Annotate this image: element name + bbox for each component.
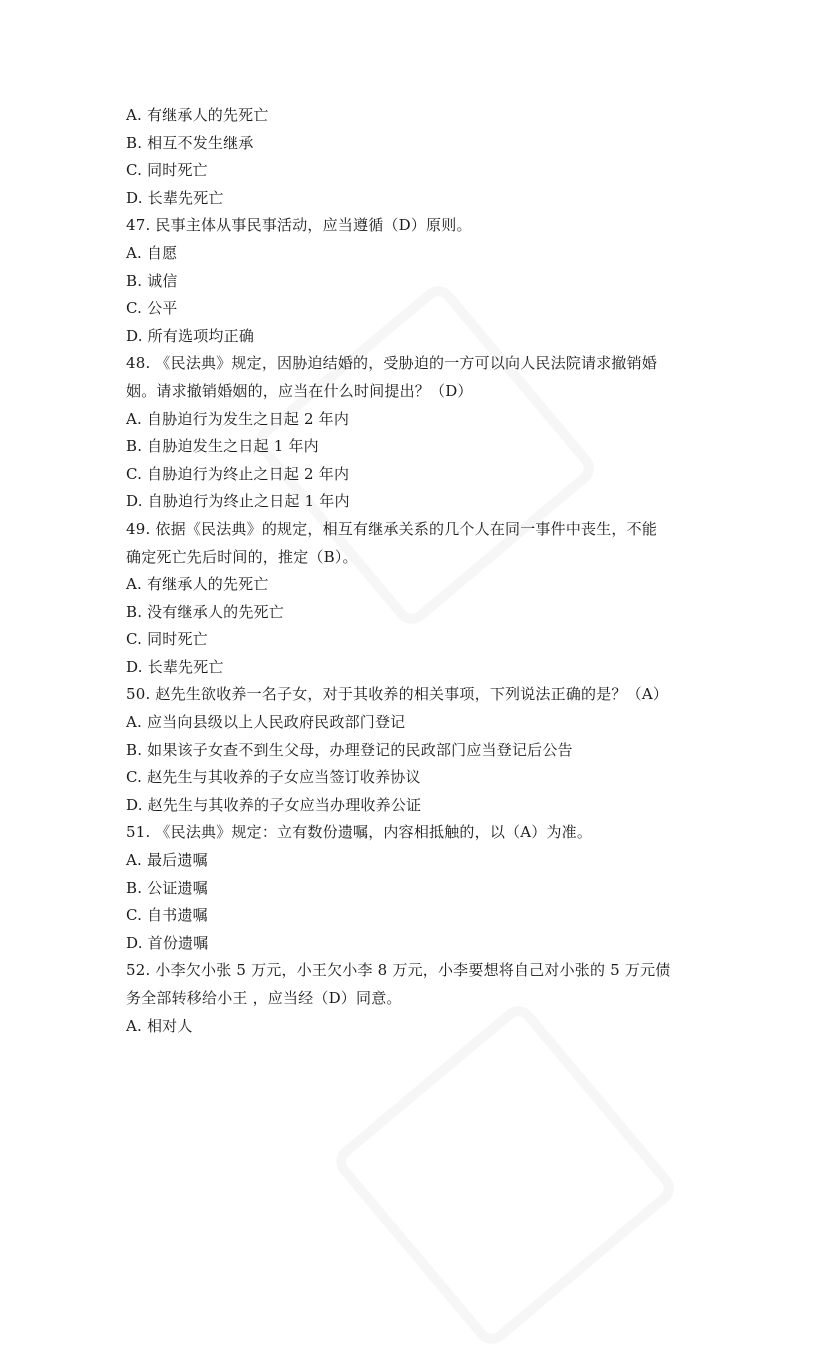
document-body <box>126 102 716 1040</box>
option-line: D. 长辈先死亡 <box>126 657 224 676</box>
option-line: A. 有继承人的先死亡 <box>126 575 269 594</box>
option-line: A. 自胁迫行为发生之日起 2 年内 <box>126 409 350 428</box>
option-line: C. 赵先生与其收养的子女应当签订收养协议 <box>126 768 421 787</box>
option-line: A. 最后遗嘱 <box>126 851 208 870</box>
option-line: B. 自胁迫发生之日起 1 年内 <box>126 437 319 456</box>
option-line: D. 赵先生与其收养的子女应当办理收养公证 <box>126 795 422 814</box>
option-line: A. 相对人 <box>126 1016 193 1035</box>
question-47: 47. 民事主体从事民事活动，应当遵循（D）原则。 <box>126 216 472 235</box>
question-49-cont: 确定死亡先后时间的，推定（B）。 <box>126 547 358 566</box>
question-51: 51. 《民法典》规定：立有数份遗嘱，内容相抵触的，以（A）为准。 <box>126 823 593 842</box>
option-line: B. 诚信 <box>126 271 178 290</box>
option-line: C. 公平 <box>126 299 178 318</box>
option-line: D. 自胁迫行为终止之日起 1 年内 <box>126 492 350 511</box>
option-line: C. 自胁迫行为终止之日起 2 年内 <box>126 464 350 483</box>
question-48-cont: 姻。请求撤销婚姻的，应当在什么时间提出？（D） <box>126 381 473 400</box>
option-line: A. 应当向县级以上人民政府民政部门登记 <box>126 713 406 732</box>
question-50: 50. 赵先生欲收养一名子女，对于其收养的相关事项，下列说法正确的是？（A） <box>126 685 669 704</box>
option-line: B. 公证遗嘱 <box>126 878 208 897</box>
option-line: C. 同时死亡 <box>126 161 208 180</box>
option-line: A. 自愿 <box>126 243 178 262</box>
option-line: D. 首份遗嘱 <box>126 933 209 952</box>
question-52: 52. 小李欠小张 5 万元，小王欠小李 8 万元，小李要想将自己对小张的 5 万元债 <box>126 961 671 980</box>
watermark-logo <box>329 999 681 1351</box>
question-49: 49. 依据《民法典》的规定，相互有继承关系的几个人在同一事件中丧生，不能 <box>126 519 658 538</box>
option-line: C. 自书遗嘱 <box>126 906 208 925</box>
option-line: D. 所有选项均正确 <box>126 326 255 345</box>
option-line: B. 相互不发生继承 <box>126 133 254 152</box>
option-line: B. 如果该子女查不到生父母，办理登记的民政部门应当登记后公告 <box>126 740 573 759</box>
option-line: B. 没有继承人的先死亡 <box>126 602 284 621</box>
option-line: C. 同时死亡 <box>126 630 208 649</box>
option-line: A. 有继承人的先死亡 <box>126 106 269 124</box>
question-52-cont: 务全部转移给小王 ，应当经（D）同意。 <box>126 989 402 1007</box>
question-48: 48. 《民法典》规定，因胁迫结婚的，受胁迫的一方可以向人民法院请求撤销婚 <box>126 354 658 373</box>
option-line: D. 长辈先死亡 <box>126 188 224 207</box>
